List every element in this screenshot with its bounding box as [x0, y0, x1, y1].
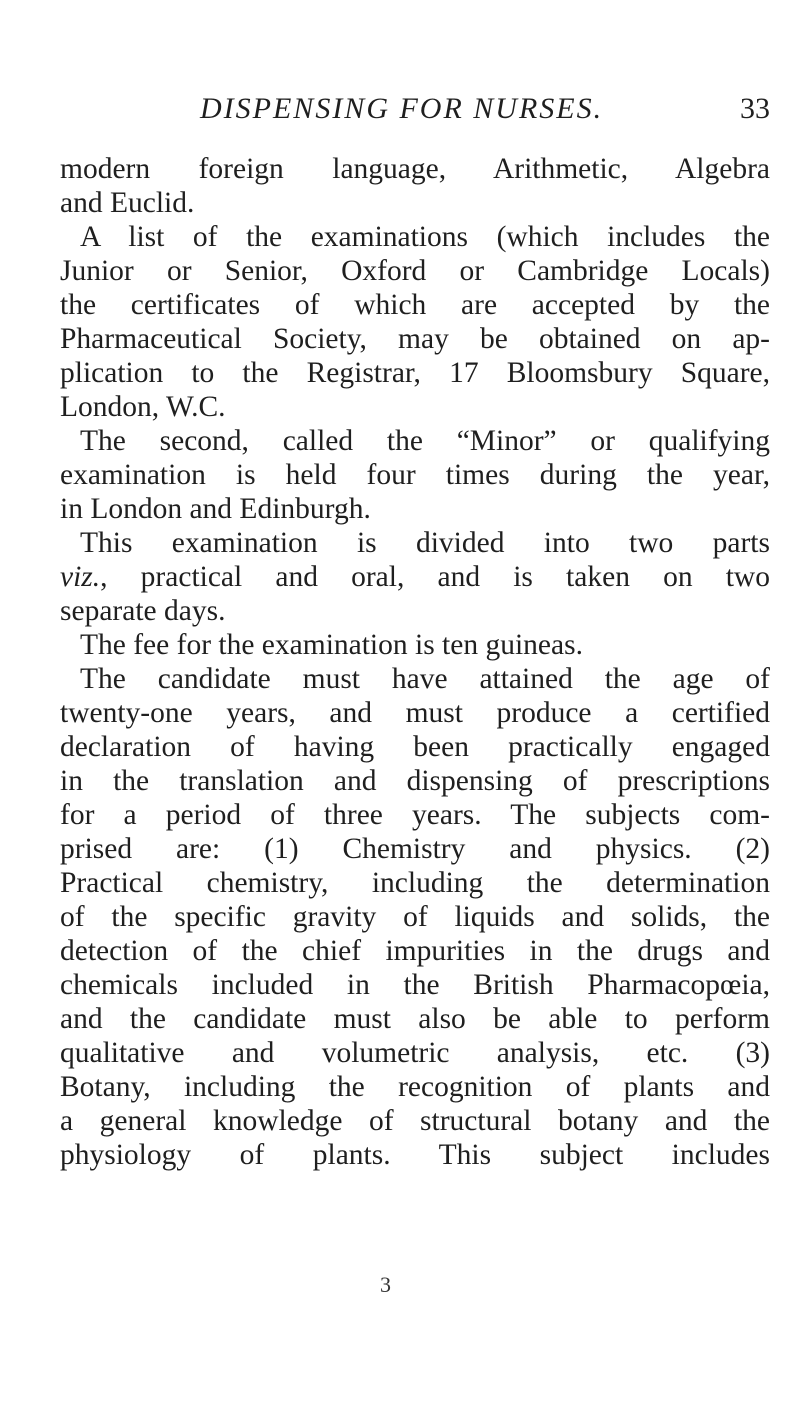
text-line: Junior or Senior, Oxford or Cambridge Locals) — [60, 255, 770, 287]
text-line: This examination is divided into two parts — [80, 527, 770, 559]
text-line: the certificates of which are accepted by the — [60, 289, 770, 321]
text-line: physiology of plants. This subject includes — [60, 1139, 770, 1171]
text-line: The candidate must have attained the age of — [80, 663, 770, 695]
body-text — [60, 152, 770, 1172]
text-line: a general knowledge of structural botany and the — [60, 1105, 770, 1137]
text-line: The second, called the “Minor” or qualifying — [80, 425, 770, 457]
text-line: twenty-one years, and must produce a certified — [60, 697, 770, 729]
text-line: chemicals included in the British Pharmacopœia, — [60, 969, 770, 1001]
text-line: The fee for the examination is ten guineas. — [80, 629, 583, 661]
page-number: 33 — [740, 92, 770, 125]
text-line: modern foreign language, Arithmetic, Algebra — [60, 153, 770, 185]
text-line: for a period of three years. The subjects com- — [60, 799, 770, 831]
text-line: Pharmaceutical Society, may be obtained on ap- — [60, 323, 770, 355]
text-line: qualitative and volumetric analysis, etc. (3) — [60, 1037, 770, 1069]
running-head — [60, 92, 770, 132]
text-line: declaration of having been practically engaged — [60, 731, 770, 763]
text-line: A list of the examinations (which includes the — [80, 221, 770, 253]
text-line: in the translation and dispensing of prescriptions — [60, 765, 770, 797]
italic-viz: viz. — [60, 561, 101, 593]
text-line: Botany, including the recognition of plants and — [60, 1071, 770, 1103]
signature-mark: 3 — [380, 1272, 391, 1297]
text-line: prised are: (1) Chemistry and physics. (2) — [60, 833, 770, 865]
text-line: separate days. — [60, 595, 226, 627]
text-line: viz., practical and oral, and is taken on two — [60, 561, 770, 593]
text-line: examination is held four times during the year, — [60, 459, 770, 491]
text-line: plication to the Registrar, 17 Bloomsbury Square, — [60, 357, 770, 389]
text-line: in London and Edinburgh. — [60, 493, 371, 525]
text-line: detection of the chief impurities in the drugs and — [60, 935, 770, 967]
text-line: and Euclid. — [60, 187, 195, 219]
running-title: DISPENSING FOR NURSES. — [200, 92, 604, 125]
text-line: and the candidate must also be able to perform — [60, 1003, 770, 1035]
text-line: Practical chemistry, including the determination — [60, 867, 770, 899]
text-line: London, W.C. — [60, 391, 226, 423]
text-line: of the specific gravity of liquids and solids, the — [60, 901, 770, 933]
